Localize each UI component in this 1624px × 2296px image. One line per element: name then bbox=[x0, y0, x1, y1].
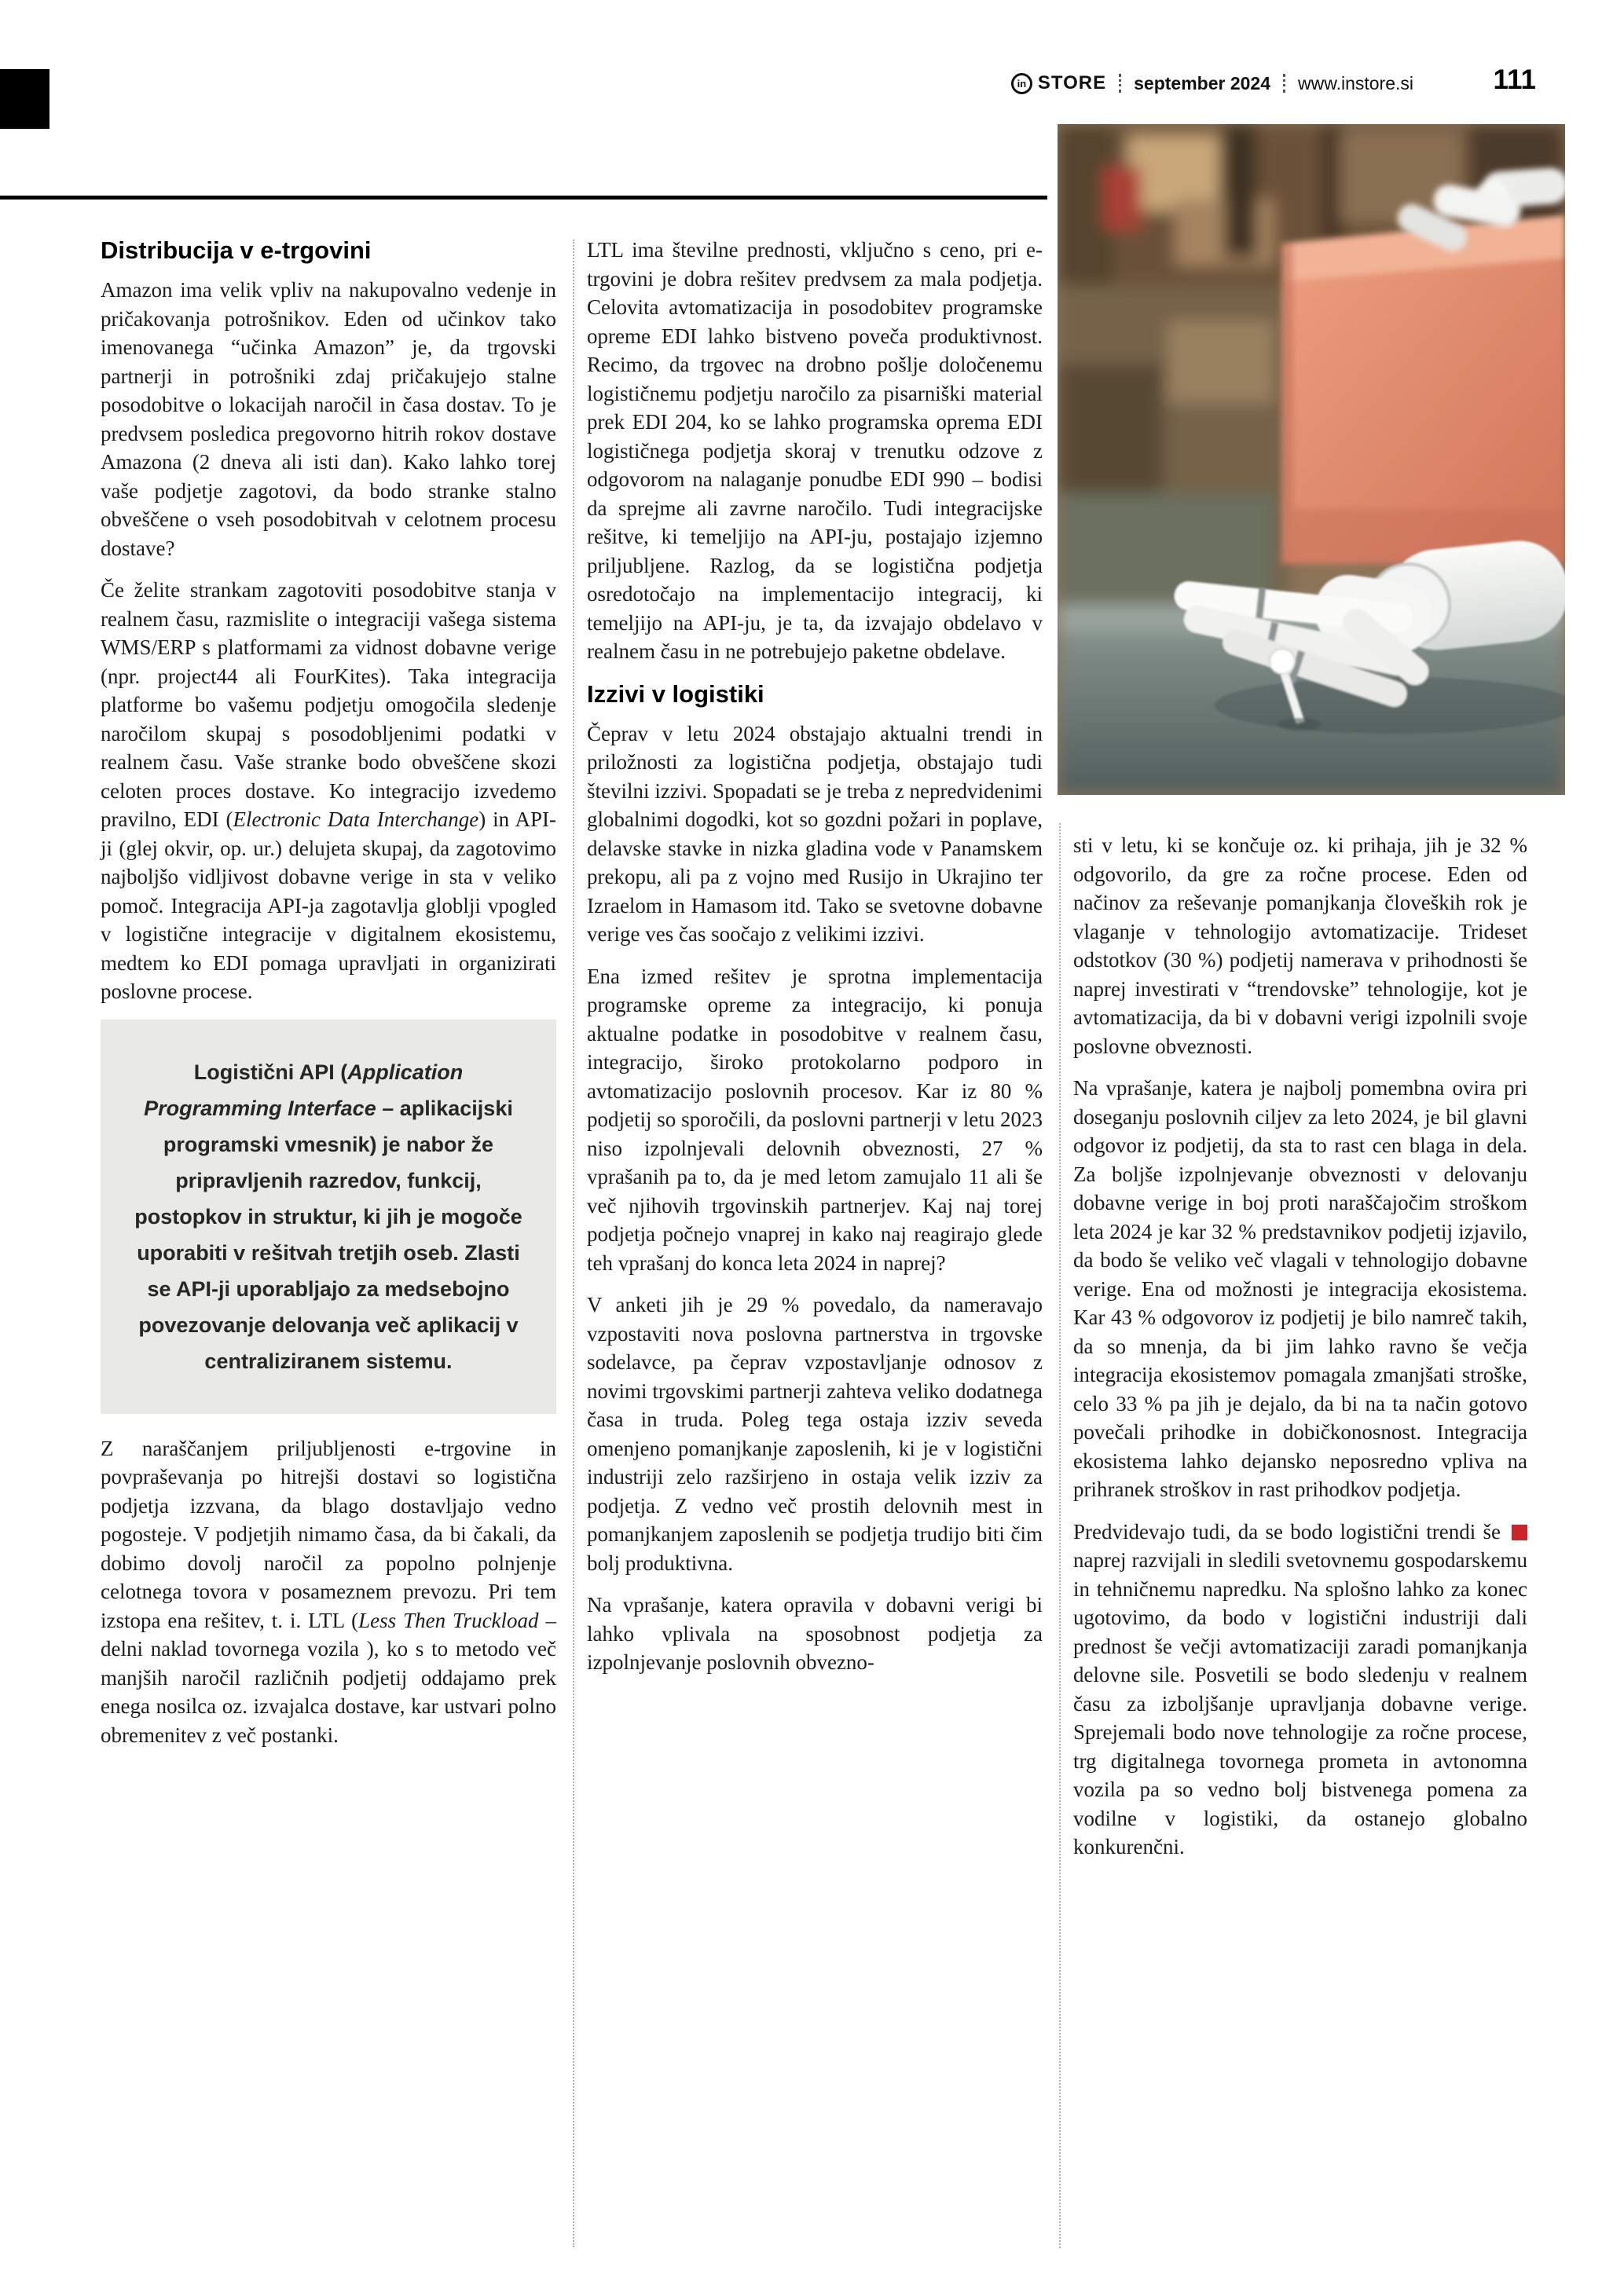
header-rule bbox=[0, 196, 1047, 200]
paragraph bbox=[101, 576, 556, 1006]
header-separator bbox=[1119, 74, 1121, 93]
text-run: Logistični API ( bbox=[193, 1060, 348, 1084]
column-2 bbox=[587, 236, 1043, 1690]
paragraph: LTL ima številne prednosti, vključno s ceno, pri e-trgovini je dobra rešitev predvsem za mala podjetja. Celovita avtomatizacija in posodobitev programske opreme EDI lahko bistveno poveča produktivnost. Recimo, da trgovec na drobno pošlje določenemu logističnemu podjetju naročilo za pisarniški material prek EDI 204, ko se lahko programska oprema EDI logističnega podjetja skoraj v trenutku odzove z odgovorom na nalaganje ponudbe EDI 990 – bodisi da sprejme ali zavrne naročilo. Tudi integracijske rešitve, ki temeljijo na API-ju, postajajo izjemno priljubljene. Razlog, da se logistična podjetja osredotočajo na implementacijo integracij, ki temeljijo na API-ju, je ta, da izvajajo obdelavo v realnem času in ne potrebujejo paketne obdelave. bbox=[587, 238, 1043, 663]
text-run: Z naraščanjem priljubljenosti e-trgovine in povpraševanja po hitrejši dostavi so logistična podjetja izzvana, da blago dostavljajo vedno pogosteje. V podjetjih nimamo časa, da bi čakali, da dobimo dovolj naročil za popolno polnjenje celotnega tovora v posameznem prevozu. Pri tem izstopa ena rešitev, t. i. LTL ( bbox=[101, 1436, 556, 1632]
text-run: – delni naklad tovornega vozila ), ko s to metodo več manjših naročil različnih podjetij oddajamo prek enega nosilca oz. izvajalca dostave, kar ustvari polno obremenitev z več postanki. bbox=[101, 1608, 556, 1747]
section-heading-izzivi: Izzivi v logistiki bbox=[587, 679, 764, 708]
paragraph: Čeprav v letu 2024 obstajajo aktualni trendi in priložnosti za logistična podjetja, obstajajo tudi številni izzivi. Spopadati se je treba z nepredvidenimi globalnimi dogodki, kot so gozdni požari in poplave, delavske stavke in nizka gladina vode v Panamskem prekopu, ali pa z vojno med Rusijo in Ukrajino ter Izraelom in Hamasom itd. Tako se svetovne dobavne verige ves čas soočajo z velikimi izzivi. bbox=[587, 721, 1043, 947]
paragraph: Amazon ima velik vpliv na nakupovalno vedenje in pričakovanja potrošnikov. Eden od učinkov tako imenovanega “učinka Amazon” je, da trgovski partnerji in potrošniki zdaj pričakujejo stalne posodobitve o lokacijah naročil in časa dostav. To je predvsem posledica pregovorno hitrih rokov dostave Amazona (2 dneva ali isti dan). Kako lahko torej vaše podjetje zagotovi, da bodo stranke stalno obveščene o vseh posodobitvah v celotnem procesu dostave? bbox=[101, 278, 556, 560]
corner-print-mark bbox=[0, 69, 49, 129]
column-divider bbox=[1059, 823, 1061, 2248]
column-1 bbox=[101, 236, 556, 1763]
page-number: 111 bbox=[1493, 64, 1536, 95]
issue-date: september 2024 bbox=[1134, 72, 1271, 93]
paragraph bbox=[101, 1434, 556, 1750]
website-url: www.instore.si bbox=[1298, 72, 1413, 93]
column-3 bbox=[1073, 831, 1527, 1875]
logo-text: STORE bbox=[1037, 72, 1107, 93]
column-divider bbox=[573, 240, 574, 2247]
instore-logo-icon: in bbox=[1011, 73, 1032, 94]
text-run-italic: Electronic Data Interchange bbox=[233, 807, 479, 832]
section-heading-distribucija: Distribucija v e-trgovini bbox=[101, 236, 372, 264]
text-run: Predvidevajo tudi, da se bodo logistični trendi še naprej razvijali in sledili svetovnemu gospodarskemu in tehničnemu napredku. Na splošno lahko za konec ugotovimo, da bodo v logistični industriji dali prednost še večji avtomatizaciji zaradi pomanjkanja delovne sile. Posvetili se bodo sledenju v realnem času za izboljšanje upravljanja dobavne verige. Sprejemali bodo nove tehnologije za ročne procese, trg digitalnega tovornega prometa in avtonomna vozila pa so vedno bolj bistvenega pomena za vodilne v logistiki, da ostanejo globalno konkurenčni. bbox=[1073, 1519, 1527, 1858]
paragraph bbox=[1073, 1518, 1527, 1862]
text-run: – aplikacijski programski vmesnik) je nabor že pripravljenih razredov, funkcij, postopkov in struktur, ki jih je mogoče uporabiti v rešitvah tretjih oseb. Zlasti se API-ji uporabljajo za medsebojno povezovanje delovanja več aplikacij v centraliziranem sistemu. bbox=[134, 1096, 522, 1373]
article-end-marker bbox=[1512, 1525, 1527, 1540]
text-run: Če želite strankam zagotoviti posodobitve stanja v realnem času, razmislite o integraciji vašega sistema WMS/ERP s platformami za vidnost dobavne verige (npr. project44 ali FourKites). Taka integracija platforme bo vašemu podjetju omogočila sledenje naročilom skupaj s posodobljenimi podatki v realnem času. Vaše stranke bodo obveščene skozi celoten proces dostave. Ko integracijo izvedemo pravilno, EDI ( bbox=[101, 578, 556, 832]
paragraph: V anketi jih je 29 % povedalo, da nameravajo vzpostaviti nova poslovna partnerstva in trgovske sodelavce, pa čeprav vzpostavljanje odnosov z novimi trgovskimi partnerji zahteva veliko dodatnega časa in truda. Poleg tega ostaja izziv seveda omenjeno pomanjkanje zaposlenih, ki je v logistični industriji zelo razširjeno in ostaja velik izziv za podjetja. Z vedno več prostih delovnih mest in pomanjkanjem zaposlenih se podjetja trudijo biti čim bolj produktivna. bbox=[587, 1293, 1043, 1575]
paragraph: sti v letu, ki se končuje oz. ki prihaja, jih je 32 % odgovorilo, da gre za ročne procese. Eden od načinov za reševanje pomanjkanja človeških rok je vlaganje v tehnologijo avtomatizacije. Trideset odstotkov (30 %) podjetij namerava v prihodnosti še naprej investirati v “trendovske” tehnologije, kot je avtomatizacija, da bi v dobavni verigi izpolnili svoje poslovne obveznosti. bbox=[1073, 833, 1527, 1058]
robot-hand-illustration bbox=[1058, 124, 1565, 795]
paragraph: Na vprašanje, katera opravila v dobavni verigi bi lahko vplivala na sposobnost podjetja za izpolnjevanje poslovnih obvezno- bbox=[587, 1593, 1043, 1675]
article-photo bbox=[1058, 124, 1565, 795]
header-separator bbox=[1283, 74, 1285, 93]
paragraph: Ena izmed rešitev je sprotna implementacija programske opreme za integracijo, ki ponuja aktualne podatke in posodobitve v realnem času, integracijo, široko protokolarno podporo in avtomatizacijo poslovnih procesov. Kar iz 80 % podjetij so sporočili, da poslovni partnerji v letu 2023 niso izpolnjevali delovnih obveznosti, 27 % vprašanih pa to, da je med letom zamujalo 11 ali še več njihovih trgovinskih partnerjev. Kaj naj torej podjetja počnejo vnaprej in kako naj reagirajo glede teh vprašanj do konca leta 2024 in naprej? bbox=[587, 964, 1043, 1275]
text-run: ) in API-ji (glej okvir, op. ur.) delujeta skupaj, da zagotovimo najboljšo vidljivost dobavne verige in sta v veliko pomoč. Integracija API-ja zagotavlja globlji vpogled v logistične integracije v digitalnem ekosistemu, medtem ko EDI pomaga upravljati in organizirati poslovne procese. bbox=[101, 807, 556, 1004]
paragraph: Na vprašanje, katera je najbolj pomembna ovira pri doseganju poslovnih ciljev za leto 2024, je bil glavni odgovor iz podjetij, da sta to rast cen blaga in dela. Za boljše izpolnjevanje obveznosti v delovanju dobavne verige in boj proti naraščajočim stroškom leta 2024 je kar 32 % predstavnikov podjetij izjavilo, da bodo še veliko več vlagali v tehnologijo dobavne verige. Ena od možnosti je integracija ekosistema. Kar 43 % odgovorov iz podjetij je bilo namreč takih, da so mnenja, da bi jim lahko ravno še večja integracija ekosistemov pomagala zmanjšati stroške, celo 33 % pa jih je dejalo, da bi na ta način gotovo povečali prihodke in dobičkonosnost. Integracija ekosistema lahko dejansko neposredno vpliva na prihranek stroškov in rast prihodkov podjetja. bbox=[1073, 1076, 1527, 1501]
text-run-italic: Less Then Truckload bbox=[358, 1608, 539, 1632]
api-definition-box bbox=[101, 1020, 556, 1414]
text-run-italic: Application Programming Interface bbox=[144, 1060, 464, 1120]
page-header bbox=[1011, 72, 1413, 94]
instore-logo bbox=[1011, 72, 1106, 94]
